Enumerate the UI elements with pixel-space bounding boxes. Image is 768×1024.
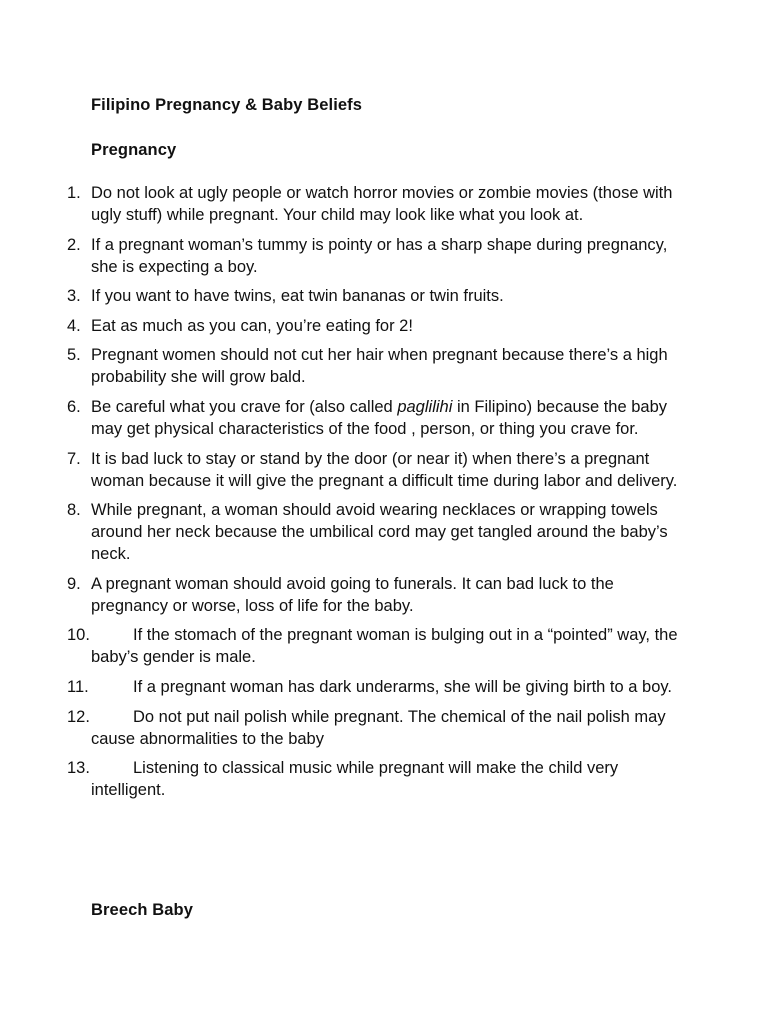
section-heading-breech-baby: Breech Baby <box>91 901 193 919</box>
list-item <box>0 573 768 617</box>
list-item-number: 2. <box>67 235 81 254</box>
list-item-text <box>91 676 683 698</box>
list-item <box>0 624 768 668</box>
list-item-text: A pregnant woman should avoid going to funerals. It can bad luck to the pregnancy or worse, loss of life for the baby. <box>91 574 614 615</box>
list-item-text-before: Be careful what you crave for (also called <box>91 397 398 416</box>
list-item-number: 4. <box>67 316 81 335</box>
pregnancy-beliefs-list <box>0 182 768 809</box>
list-item-text-body: If a pregnant woman has dark underarms, she will be giving birth to a boy. <box>133 677 672 696</box>
list-item-number: 6. <box>67 397 81 416</box>
list-item-text-after: in Filipino) because the baby may get physical characteristics of the food , person, or thing you crave for. <box>91 397 668 438</box>
list-item-text <box>91 624 683 668</box>
list-item <box>0 285 768 307</box>
list-item-number: 7. <box>67 449 81 468</box>
list-item-text: Do not look at ugly people or watch horror movies or zombie movies (those with ugly stuff) while pregnant. Your child may look like what you look at. <box>91 184 673 224</box>
list-item-text <box>91 706 683 750</box>
list-item-text: If you want to have twins, eat twin bananas or twin fruits. <box>91 287 504 306</box>
list-item <box>0 448 768 492</box>
list-item-text: Pregnant women should not cut her hair when pregnant because there’s a high probability she will grow bald. <box>91 346 668 387</box>
list-item <box>0 706 768 750</box>
list-item-text: Eat as much as you can, you’re eating for 2! <box>91 316 413 335</box>
list-item <box>0 315 768 337</box>
list-item-number: 12. <box>67 707 90 726</box>
list-item <box>0 182 768 226</box>
filipino-term: paglilihi <box>397 397 453 416</box>
list-item <box>0 234 768 278</box>
section-heading-pregnancy: Pregnancy <box>91 141 177 159</box>
list-item <box>0 499 768 565</box>
list-item-number: 13. <box>67 759 90 778</box>
list-item-text: While pregnant, a woman should avoid wearing necklaces or wrapping towels around her neck because the umbilical cord may get tangled around the baby’s neck. <box>91 501 668 564</box>
list-item <box>0 757 768 801</box>
list-item-text-body: If the stomach of the pregnant woman is bulging out in a “pointed” way, the baby’s gender is male. <box>91 626 678 667</box>
list-item-number: 8. <box>67 501 81 520</box>
list-item <box>0 676 768 698</box>
list-item <box>0 396 768 440</box>
document-title: Filipino Pregnancy & Baby Beliefs <box>91 96 363 114</box>
list-item <box>0 344 768 388</box>
list-item-number: 1. <box>67 184 81 202</box>
list-item-text-body: Listening to classical music while pregnant will make the child very intelligent. <box>91 759 619 800</box>
list-item-text <box>91 396 683 440</box>
list-item-text <box>91 757 683 801</box>
list-item-number: 3. <box>67 287 81 306</box>
list-item-text: If a pregnant woman’s tummy is pointy or has a sharp shape during pregnancy, she is expecting a boy. <box>91 235 668 276</box>
list-item-text-body: Do not put nail polish while pregnant. The chemical of the nail polish may cause abnormalities to the baby <box>91 707 666 748</box>
list-item-number: 10. <box>67 626 90 645</box>
list-item-number: 5. <box>67 346 81 365</box>
list-item-text: It is bad luck to stay or stand by the door (or near it) when there’s a pregnant woman because it will give the pregnant a difficult time during labor and delivery. <box>91 449 678 490</box>
list-item-number: 11. <box>67 677 89 696</box>
list-item-number: 9. <box>67 574 81 593</box>
